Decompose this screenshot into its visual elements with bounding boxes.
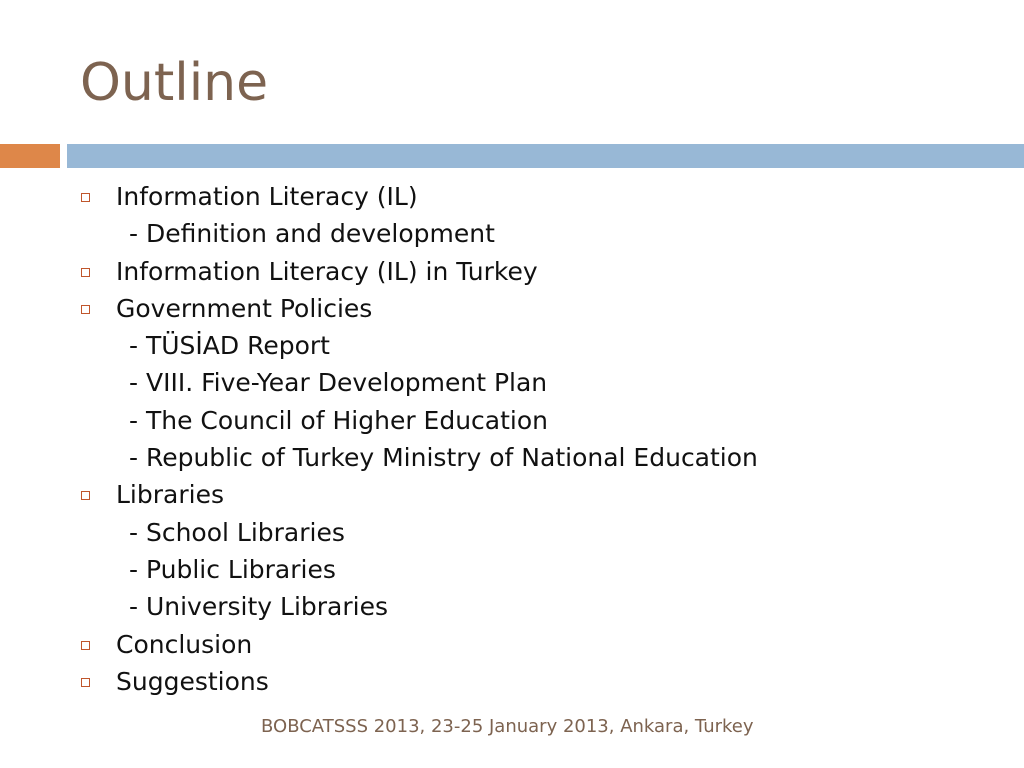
outline-item-text: Suggestions xyxy=(116,666,269,696)
outline-subitem xyxy=(0,402,1024,439)
outline-subitem xyxy=(0,364,1024,401)
square-bullet-icon xyxy=(81,678,90,687)
outline-item xyxy=(0,178,1024,215)
slide-title: Outline xyxy=(80,53,269,113)
outline-item-text: Information Literacy (IL) xyxy=(116,182,418,211)
outline-subitem-text: - Definition and development xyxy=(129,219,495,249)
square-bullet-icon xyxy=(81,193,90,202)
square-bullet-icon xyxy=(81,268,90,277)
outline-subitem xyxy=(0,327,1024,364)
slide-footer: BOBCATSSS 2013, 23-25 January 2013, Ankara, Turkey xyxy=(261,716,754,737)
outline-item-text: Information Literacy (IL) in Turkey xyxy=(116,256,538,286)
outline-item xyxy=(0,663,1024,700)
outline-list xyxy=(0,178,1024,700)
title-divider-bar xyxy=(67,144,1024,168)
outline-subitem-text: - The Council of Higher Education xyxy=(129,405,549,435)
square-bullet-icon xyxy=(81,641,90,650)
outline-item xyxy=(0,476,1024,513)
outline-item-text: Conclusion xyxy=(116,629,253,659)
outline-subitem xyxy=(0,551,1024,588)
outline-item xyxy=(0,290,1024,327)
outline-subitem xyxy=(0,439,1024,476)
outline-subitem-text: - Public Libraries xyxy=(129,554,336,584)
square-bullet-icon xyxy=(81,491,90,500)
square-bullet-icon xyxy=(81,305,90,314)
outline-item-text: Government Policies xyxy=(116,293,373,323)
accent-bar xyxy=(0,144,60,168)
outline-subitem xyxy=(0,514,1024,551)
outline-subitem-text: - TÜSİAD Report xyxy=(129,331,330,361)
outline-subitem-text: - VIII. Five-Year Development Plan xyxy=(129,368,548,398)
outline-subitem xyxy=(0,588,1024,625)
outline-subitem-text: - School Libraries xyxy=(129,517,345,547)
outline-subitem-text: - Republic of Turkey Ministry of National Education xyxy=(129,443,758,473)
outline-item xyxy=(0,253,1024,290)
outline-subitem-text: - University Libraries xyxy=(129,592,388,622)
outline-item xyxy=(0,626,1024,663)
outline-item-text: Libraries xyxy=(116,480,224,510)
outline-subitem xyxy=(0,215,1024,252)
